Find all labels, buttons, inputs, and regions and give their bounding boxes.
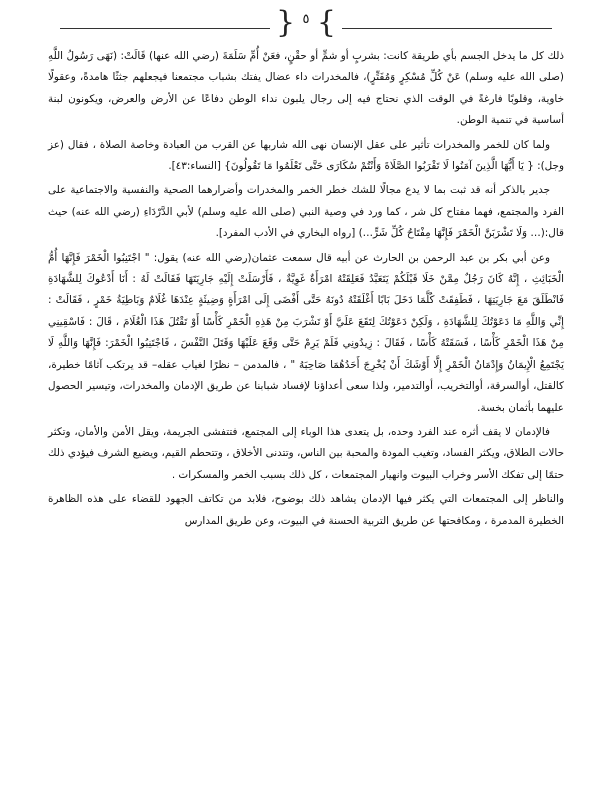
paragraph-prayer: ولما كان للخمر والمخدرات تأثير على عقل الإنسان نهى الله شاربها عن القرب من العبادة وخاصة الصلاة ، فقال (عز وجل): { يَا أَيُّهَا الَّذِينَ آمَنُوا لَا تَقْرَبُوا الصَّلَاةَ وَأَنْتُمْ سُكَارَى حَتَّى تَعْلَمُوا مَا تَقُولُونَ} [النساء:٤٣]. (48, 138, 564, 173)
paragraph-conclusion: والناظر إلى المجتمعات التي يكثر فيها الإدمان يشاهد ذلك بوضوح، فلابد من تكاتف الجهود للقضاء على هذه الظاهرة الخطيرة المدمرة ، ومكافحتها عن طريق التربية الحسنة في البيوت، وعن طريق المدارس (48, 493, 564, 527)
right-brace-ornament: } (316, 5, 336, 40)
header-rule-right (342, 28, 552, 29)
page-number-frame (276, 6, 336, 44)
paragraph-uthman-narration: وعن أبي بكر بن عبد الرحمن بن الحارث عن أبيه قال سمعت عثمان(رضي الله عنه) يقول: " اجْتَنِبُوا الْخَمْرَ فَإِنَّهَا أُمُّ الْخَبَائِثِ ، إِنَّهُ كَانَ رَجُلٌ مِمَّنْ خَلَا قَبْلَكُمْ يَتَعَبَّدُ فَعَلِقَتْهُ امْرَأَةٌ غَوِيَّةٌ ، فَأَرْسَلَتْ إِلَيْهِ جَارِيَتَهَا فَقَالَتْ لَهُ : أَنَا أَدْعُوكَ لِلشَّهَادَةِ فَانْطَلَقَ مَعَ جَارِيَتِهَا ، فَطَفِقَتْ كُلَّمَا دَخَلَ بَابًا أَغْلَقَتْهُ دُونَهُ حَتَّى أَفْضَى إِلَى امْرَأَةٍ وَضِيئَةٍ عِنْدَهَا غُلَامٌ وَبَاطِيَةُ خَمْرٍ ، فَقَالَتْ : إِنِّي وَاللَّهِ مَا دَعَوْتُكَ لِلشَّهَادَةِ ، وَلَكِنْ دَعَوْتُكَ لِتَقَعَ عَلَيَّ أَوْ تَشْرَبَ مِنْ هَذِهِ الْخَمْرِ كَأْسًا أَوْ تَقْتُلَ هَذَا الْغُلَامَ ، قَالَ : فَاسْقِينِي مِنْ هَذَا الْخَمْرِ كَأْسًا ، فَسَقَتْهُ كَأْسًا ، فَقَالَ : زِيدُونِي فَلَمْ يَرِمْ حَتَّى وَقَعَ عَلَيْهَا وَقَتَلَ النَّفْسَ ، فَاجْتَنِبُوا الْخَمْرَ: فَإِنَّهَا وَاللَّهِ لَا يَجْتَمِعُ الْإِيمَانُ وَإِدْمَانُ الْخَمْرِ إِلَّا أَوْشَكَ أَنْ يُخْرِجَ أَحَدُهُمَا صَاحِبَهُ " ، فالمدمن – نظرًا لغياب عقله– قد يرتكب آثامًا خطيرة، كالقتل، أوالسرقة، أوالتخريب، أوالتدمير، ولذا سعى أعداؤنا لإفساد شبابنا عن طريق الإدمان والمخدرات، وتيسير الحصول عليهما بأثمان بخسة. (48, 251, 564, 414)
header-rule-left (60, 28, 270, 29)
page-number: ٥ (302, 12, 310, 27)
paragraph-intro: ذلك كل ما يدخل الجسم بأي طريقة كانت: بشربٍ أو شمٍّ أو حقْنٍ، فعَنْ أُمِّ سَلَمَةَ (رضي الله عنها) قَالَتْ: (نَهَى رَسُولُ اللَّهِ (صلى الله عليه وسلم) عَنْ كُلِّ مُسْكِرٍ وَمُفَتِّرٍ)، فالمخدرات داء عضال يفتك بشباب مجتمعنا فيجعلهم جثثًا هامدةً، وعقولًا خاوية، وقلوبًا فارغةً في الوقت الذي نحتاج فيه إلى رجال يلبون نداء الوطن دفاعًا عن الأرض والعرض، ويكونون لبنة أساسية في تنمية الوطن. (48, 50, 564, 127)
page-body (48, 46, 564, 535)
paragraph-society: فالإدمان لا يقف أثره عند الفرد وحده، بل يتعدى هذا الوباء إلى المجتمع، فتتفشى الجريمة، ويقل الأمن والأمان، وتكثر حالات الطلاق، ويكثر الفساد، وتغيب المودة والمحبة بين الناس، وتتدنى الأخلاق ، وتتحطم القيم، ويضيع الشرف فيؤدي ذلك حتمًا إلى تفكك الأسر وخراب البيوت وانهيار المجتمعات ، كل ذلك بسبب الخمر والمسكرات . (48, 425, 564, 481)
page-header (0, 4, 612, 44)
paragraph-harms: جدير بالذكر أنه قد ثبت بما لا يدع مجالًا للشك خطر الخمر والمخدرات وأضرارهما الصحية والنفسية والاجتماعية على الفرد والمجتمع، فهما مفتاح كل شر ، كما ورد في وصية النبي (صلى الله عليه وسلم) لأبي الدَّرْدَاءِ (رضي الله عنه) حيث قال:(… وَلَا تَشْرَبَنَّ الْخَمْرَ فَإِنَّهَا مِفْتَاحُ كُلِّ شَرٍّ…) [رواه البخاري في الأدب المفرد]. (48, 184, 564, 240)
left-brace-ornament: { (276, 5, 296, 40)
